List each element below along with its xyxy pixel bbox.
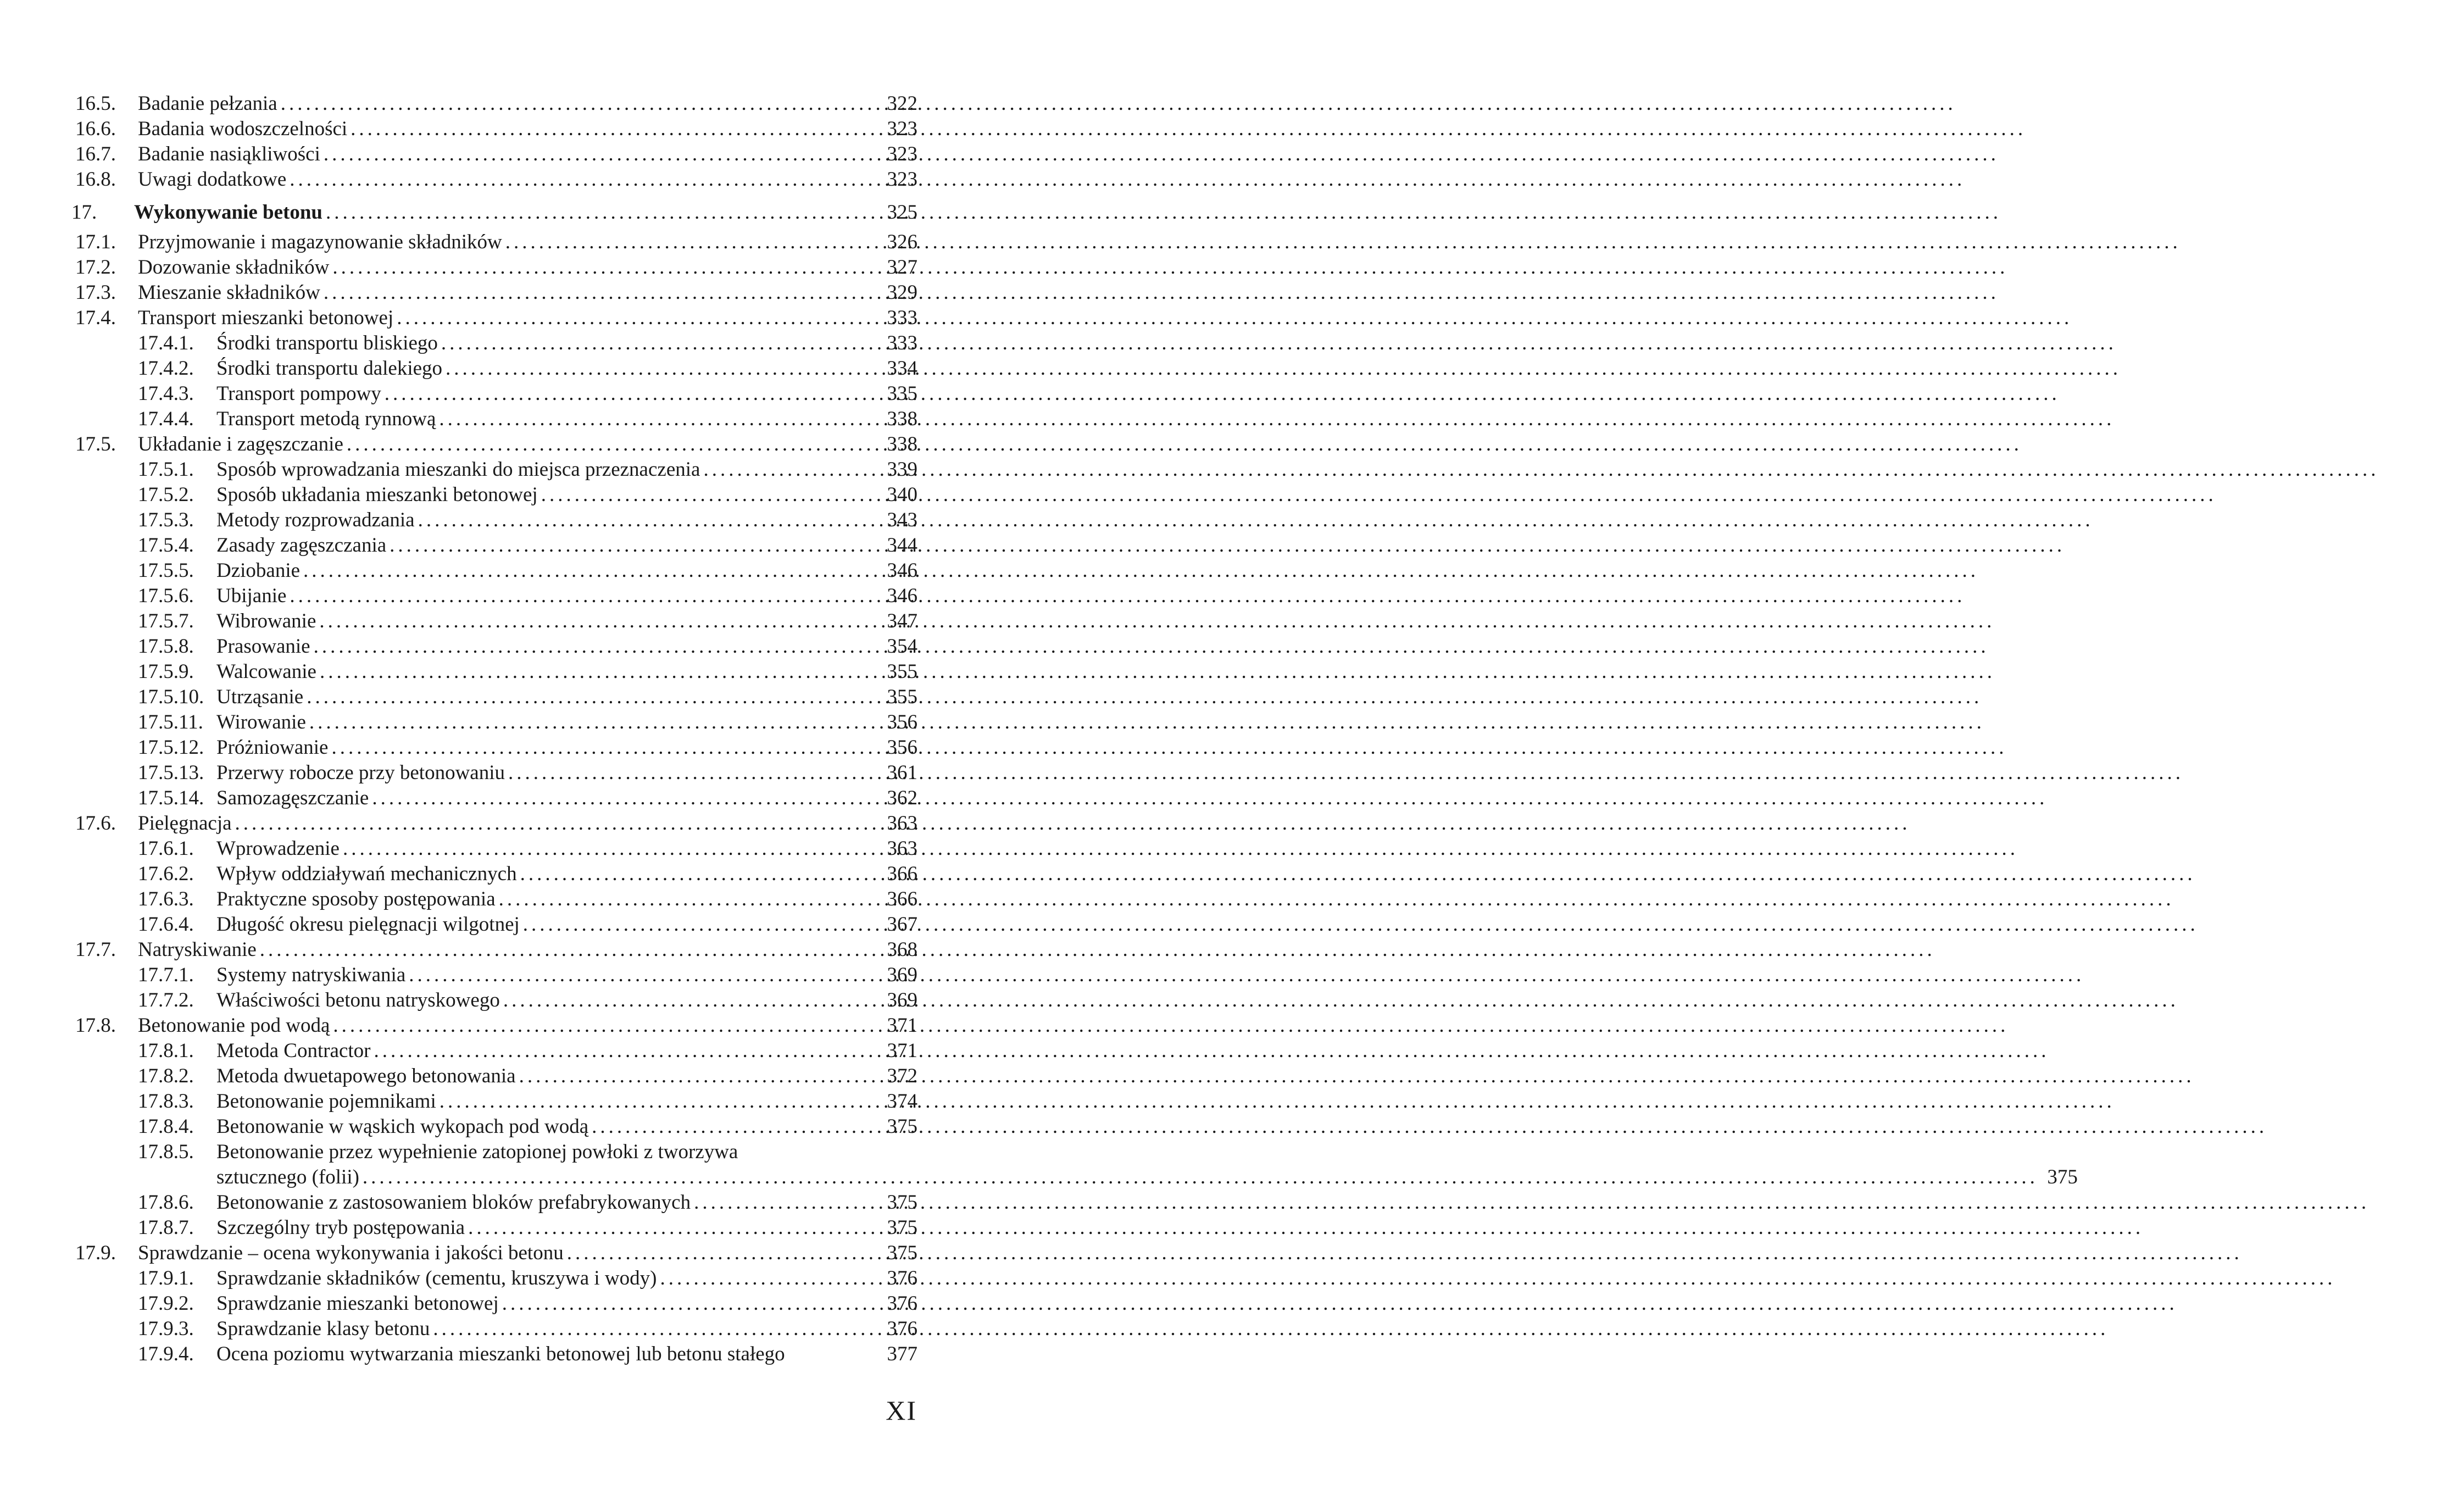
toc-entry-title: Badanie pełzania <box>138 92 277 115</box>
toc-entry <box>75 432 917 457</box>
toc-entry <box>75 1266 917 1291</box>
toc-entry-number: 17.5.14. <box>138 787 204 809</box>
toc-entry <box>75 1013 917 1038</box>
toc-entry <box>75 230 917 255</box>
toc-entry-title: Badania wodoszczelności <box>138 118 348 140</box>
toc-entry <box>75 167 917 192</box>
toc-entry-page: 326 <box>887 231 917 253</box>
toc-entry <box>75 963 917 988</box>
toc-entry-title: Transport metodą rynnową <box>216 408 436 430</box>
toc-entry-title: Pielęgnacja <box>138 812 232 835</box>
toc-entry-page: 376 <box>887 1317 917 1340</box>
toc-entry <box>75 836 917 861</box>
toc-entry <box>75 937 917 963</box>
dot-leader <box>499 1291 886 1316</box>
dot-leader <box>496 887 886 912</box>
dot-leader <box>691 1190 886 1215</box>
toc-entry-title: Metody rozprowadzania <box>216 509 415 531</box>
page-number-folio: XI <box>886 1395 917 1426</box>
toc-entry <box>75 786 917 811</box>
toc-entry-number: 17.5.13. <box>138 761 204 784</box>
toc-entry-page: 371 <box>887 1039 917 1062</box>
toc-entry-number: 17.5. <box>75 433 116 455</box>
toc-entry-title: Betonowanie w wąskich wykopach pod wodą <box>216 1115 589 1138</box>
toc-entry-title: Przerwy robocze przy betonowaniu <box>216 761 505 784</box>
toc-entry <box>75 887 917 912</box>
toc-entry-title: Ubijanie <box>216 585 287 607</box>
toc-entry-title: Dziobanie <box>216 559 301 582</box>
toc-entry <box>75 407 917 432</box>
toc-entry-page: 376 <box>887 1292 917 1315</box>
toc-entry-number: 17.6. <box>75 812 116 835</box>
dot-leader <box>465 1215 886 1241</box>
toc-entry-page: 344 <box>887 534 917 557</box>
toc-entry-number: 17. <box>71 201 97 224</box>
toc-entry <box>75 811 917 836</box>
toc-entry-title: Mieszanie składników <box>138 281 320 304</box>
dot-leader <box>500 988 886 1013</box>
dot-leader <box>310 634 886 659</box>
dot-leader <box>303 685 886 710</box>
toc-entry-number: 17.6.2. <box>138 863 194 885</box>
toc-entry-page: 346 <box>887 585 917 607</box>
toc-entry <box>75 1190 917 1215</box>
toc-entry-number: 16.8. <box>75 168 116 191</box>
toc-entry <box>75 1291 917 1316</box>
toc-entry-title: Metoda dwuetapowego betonowania <box>216 1065 516 1087</box>
toc-entry-page: 368 <box>887 938 917 961</box>
toc-entry <box>75 1064 917 1089</box>
toc-entry-number: 17.1. <box>75 231 116 253</box>
toc-entry <box>75 760 917 786</box>
toc-entry-page: 333 <box>887 307 917 329</box>
toc-entry-page: 356 <box>887 711 917 733</box>
toc-entry-title: Sposób układania mieszanki betonowej <box>216 483 538 506</box>
toc-entry-title: Betonowanie przez wypełnienie zatopionej powłoki z tworzywa <box>216 1141 738 1163</box>
toc-entry-page: 362 <box>887 787 917 809</box>
dot-leader <box>700 457 886 482</box>
toc-entry <box>75 1089 917 1114</box>
toc-entry <box>75 91 917 116</box>
toc-entry-page: 374 <box>887 1090 917 1113</box>
toc-entry-number: 16.6. <box>75 118 116 140</box>
toc-entry-page: 327 <box>887 256 917 279</box>
toc-entry <box>75 356 917 381</box>
toc-entry-page: 335 <box>887 382 917 405</box>
toc-entry-number: 17.5.9. <box>138 660 194 683</box>
toc-entry-number: 17.8.6. <box>138 1191 194 1214</box>
toc-entry-number: 17.5.10. <box>138 686 204 708</box>
toc-entry-number: 17.9.2. <box>138 1292 194 1315</box>
toc-entry-title: Układanie i zagęszczanie <box>138 433 343 455</box>
toc-entry-title: Sposób wprowadzania mieszanki do miejsca przeznaczenia <box>216 458 700 481</box>
dot-leader <box>371 1038 886 1064</box>
dot-leader <box>286 583 886 609</box>
toc-entry-title: Środki transportu dalekiego <box>216 357 443 380</box>
toc-entry-number: 17.5.11. <box>138 711 203 733</box>
toc-entry-title: Badanie nasiąkliwości <box>138 143 320 165</box>
toc-entry-page: 356 <box>887 736 917 759</box>
toc-entry-title: Sprawdzanie składników (cementu, kruszywa i wody) <box>216 1267 657 1289</box>
toc-entry-title: Wirowanie <box>216 711 306 733</box>
dot-leader <box>520 912 886 937</box>
toc-entry-title: Wykonywanie betonu <box>134 201 323 224</box>
table-of-contents <box>71 91 2078 1367</box>
dot-leader <box>322 200 886 225</box>
toc-entry-page: 346 <box>887 559 917 582</box>
dot-leader <box>320 280 886 305</box>
toc-entry-page: 375 <box>887 1191 917 1214</box>
toc-entry <box>71 200 917 225</box>
toc-entry <box>75 735 917 760</box>
dot-leader <box>381 381 886 407</box>
toc-entry-page: 354 <box>887 635 917 658</box>
toc-entry-page: 338 <box>887 408 917 430</box>
dot-leader <box>300 558 886 583</box>
toc-entry-number: 17.6.1. <box>138 837 194 860</box>
toc-entry-number: 17.4.4. <box>138 408 194 430</box>
toc-entry-title: Uwagi dodatkowe <box>138 168 287 191</box>
toc-entry-title: Betonowanie z zastosowaniem bloków prefabrykowanych <box>216 1191 691 1214</box>
dot-leader <box>316 609 886 634</box>
toc-entry <box>75 988 917 1013</box>
dot-leader <box>538 482 886 508</box>
dot-leader <box>502 230 886 255</box>
dot-leader <box>436 1089 886 1114</box>
toc-entry-number: 16.5. <box>75 92 116 115</box>
dot-leader <box>405 963 886 988</box>
dot-leader <box>430 1316 886 1342</box>
dot-leader <box>320 142 886 167</box>
toc-entry <box>75 533 917 558</box>
toc-entry-page: 363 <box>887 812 917 835</box>
dot-leader <box>369 786 886 811</box>
toc-entry-page: 323 <box>887 118 917 140</box>
toc-entry-page: 366 <box>887 863 917 885</box>
dot-leader <box>588 1114 886 1139</box>
toc-entry <box>75 1316 917 1342</box>
toc-entry <box>75 305 917 331</box>
toc-entry-page: 377 <box>887 1343 917 1365</box>
toc-entry-number: 17.2. <box>75 256 116 279</box>
toc-entry-number: 17.5.3. <box>138 509 194 531</box>
toc-entry-page: 329 <box>887 281 917 304</box>
dot-leader <box>438 331 886 356</box>
dot-leader <box>232 811 886 836</box>
toc-entry <box>75 142 917 167</box>
dot-leader <box>328 735 886 760</box>
toc-entry-title: Sprawdzanie klasy betonu <box>216 1317 430 1340</box>
toc-entry-number: 17.7. <box>75 938 116 961</box>
toc-entry-page: 361 <box>887 761 917 784</box>
toc-entry-number: 17.3. <box>75 281 116 304</box>
toc-entry-title: Długość okresu pielęgnacji wilgotnej <box>216 913 520 936</box>
toc-entry-number: 17.6.4. <box>138 913 194 936</box>
toc-entry <box>75 1114 917 1139</box>
toc-entry-title-continuation: sztucznego (folii) <box>216 1166 359 1188</box>
toc-entry-page: 355 <box>887 686 917 708</box>
toc-entry-title: Betonowanie pojemnikami <box>216 1090 436 1113</box>
toc-entry-title: Wpływ oddziaływań mechanicznych <box>216 863 517 885</box>
toc-entry <box>75 558 917 583</box>
toc-entry-title: Przyjmowanie i magazynowanie składników <box>138 231 502 253</box>
toc-entry-title: Środki transportu bliskiego <box>216 332 438 354</box>
toc-entry <box>75 710 917 735</box>
toc-entry-page: 367 <box>887 913 917 936</box>
toc-entry-number: 17.4.3. <box>138 382 194 405</box>
toc-entry-number: 17.5.6. <box>138 585 194 607</box>
toc-entry-number: 17.8.1. <box>138 1039 194 1062</box>
toc-entry <box>75 1342 917 1367</box>
toc-entry-title: Zasady zagęszczania <box>216 534 387 557</box>
toc-entry <box>75 659 917 685</box>
toc-entry-title: Walcowanie <box>216 660 316 683</box>
toc-entry-page: 325 <box>887 201 917 224</box>
toc-entry <box>75 912 917 937</box>
toc-entry-page: 375 <box>887 1242 917 1264</box>
toc-entry-page: 375 <box>2047 1166 2078 1188</box>
toc-entry-number: 17.5.12. <box>138 736 204 759</box>
dot-leader <box>516 1064 886 1089</box>
toc-entry <box>75 116 917 142</box>
toc-entry-page: 366 <box>887 888 917 910</box>
dot-leader <box>505 760 886 786</box>
dot-leader <box>415 508 886 533</box>
dot-leader <box>286 167 886 192</box>
dot-leader <box>442 356 886 381</box>
dot-leader <box>316 659 886 685</box>
toc-entry-page: 355 <box>887 660 917 683</box>
toc-entry-number: 17.8.5. <box>138 1141 194 1163</box>
dot-leader <box>340 836 886 861</box>
toc-entry-title: Prasowanie <box>216 635 310 658</box>
toc-entry-number: 16.7. <box>75 143 116 165</box>
toc-entry <box>75 861 917 887</box>
dot-leader <box>277 91 886 116</box>
toc-entry-page: 371 <box>887 1014 917 1037</box>
toc-entry <box>75 280 917 305</box>
toc-entry-title: Utrząsanie <box>216 686 304 708</box>
toc-entry <box>75 1241 917 1266</box>
toc-entry-title: Szczególny tryb postępowania <box>216 1216 465 1239</box>
dot-leader <box>657 1266 886 1291</box>
toc-entry <box>75 634 917 659</box>
toc-entry-number: 17.5.7. <box>138 610 194 632</box>
toc-entry-title: Transport pompowy <box>216 382 381 405</box>
dot-leader <box>343 432 886 457</box>
toc-entry-number: 17.9.4. <box>138 1343 194 1365</box>
toc-entry-number: 17.4. <box>75 307 116 329</box>
toc-entry-number: 17.8.3. <box>138 1090 194 1113</box>
toc-entry-title: Metoda Contractor <box>216 1039 371 1062</box>
toc-entry-number: 17.5.1. <box>138 458 194 481</box>
toc-entry-page: 369 <box>887 964 917 986</box>
toc-entry <box>75 508 917 533</box>
toc-entry-number: 17.7.2. <box>138 989 194 1011</box>
toc-entry-title: Betonowanie pod wodą <box>138 1014 330 1037</box>
toc-entry-page: 338 <box>887 433 917 455</box>
toc-entry-page: 369 <box>887 989 917 1011</box>
toc-entry-number: 17.6.3. <box>138 888 194 910</box>
toc-entry <box>75 1139 2078 1190</box>
toc-entry-title: Systemy natryskiwania <box>216 964 406 986</box>
dot-leader <box>330 1013 886 1038</box>
toc-entry-title: Wibrowanie <box>216 610 316 632</box>
toc-entry-page: 323 <box>887 143 917 165</box>
toc-entry-number: 17.4.2. <box>138 357 194 380</box>
toc-entry <box>75 609 917 634</box>
toc-entry-page: 372 <box>887 1065 917 1087</box>
toc-entry <box>75 255 917 280</box>
toc-entry-title: Sprawdzanie – ocena wykonywania i jakości betonu <box>138 1242 564 1264</box>
toc-entry-title: Ocena poziomu wytwarzania mieszanki betonowej lub betonu stałego <box>216 1343 785 1365</box>
dot-leader <box>359 1165 2046 1190</box>
toc-entry-title: Praktyczne sposoby postępowania <box>216 888 496 910</box>
toc-entry-number: 17.8. <box>75 1014 116 1037</box>
toc-entry-page: 339 <box>887 458 917 481</box>
toc-entry-page: 347 <box>887 610 917 632</box>
toc-entry-title: Natryskiwanie <box>138 938 257 961</box>
toc-entry-page: 375 <box>887 1115 917 1138</box>
toc-entry-number: 17.4.1. <box>138 332 194 354</box>
toc-entry-number: 17.9.3. <box>138 1317 194 1340</box>
dot-leader <box>393 305 886 331</box>
toc-entry-number: 17.5.8. <box>138 635 194 658</box>
toc-entry-number: 17.9. <box>75 1242 116 1264</box>
dot-leader <box>436 407 886 432</box>
toc-entry <box>75 482 917 508</box>
toc-entry-title: Próżniowanie <box>216 736 329 759</box>
toc-entry <box>75 685 917 710</box>
toc-entry-title: Samozagęszczanie <box>216 787 369 809</box>
dot-leader <box>257 937 886 963</box>
toc-entry-title: Właściwości betonu natryskowego <box>216 989 500 1011</box>
toc-entry <box>75 457 917 482</box>
toc-entry <box>75 583 917 609</box>
dot-leader <box>306 710 886 735</box>
toc-entry-page: 334 <box>887 357 917 380</box>
toc-entry <box>75 381 917 407</box>
toc-entry-number: 17.5.5. <box>138 559 194 582</box>
toc-entry-page: 340 <box>887 483 917 506</box>
toc-entry-page: 322 <box>887 92 917 115</box>
toc-entry-title: Wprowadzenie <box>216 837 340 860</box>
toc-entry-page: 375 <box>887 1216 917 1239</box>
toc-entry-title: Dozowanie składników <box>138 256 330 279</box>
toc-entry-number: 17.8.7. <box>138 1216 194 1239</box>
toc-entry-number: 17.7.1. <box>138 964 194 986</box>
toc-entry-number: 17.8.2. <box>138 1065 194 1087</box>
dot-leader <box>564 1241 886 1266</box>
toc-entry <box>75 1038 917 1064</box>
toc-entry-page: 343 <box>887 509 917 531</box>
toc-entry <box>75 331 917 356</box>
toc-entry-title: Transport mieszanki betonowej <box>138 307 394 329</box>
toc-entry-page: 363 <box>887 837 917 860</box>
dot-leader <box>386 533 886 558</box>
toc-entry-page: 323 <box>887 168 917 191</box>
toc-entry-title: Sprawdzanie mieszanki betonowej <box>216 1292 499 1315</box>
toc-entry-number: 17.9.1. <box>138 1267 194 1289</box>
toc-entry-number: 17.5.4. <box>138 534 194 557</box>
toc-entry-page: 333 <box>887 332 917 354</box>
dot-leader <box>329 255 886 280</box>
toc-entry-number: 17.8.4. <box>138 1115 194 1138</box>
dot-leader <box>517 861 886 887</box>
dot-leader <box>347 116 886 142</box>
toc-entry-page: 376 <box>887 1267 917 1289</box>
toc-entry <box>75 1215 917 1241</box>
toc-entry-number: 17.5.2. <box>138 483 194 506</box>
